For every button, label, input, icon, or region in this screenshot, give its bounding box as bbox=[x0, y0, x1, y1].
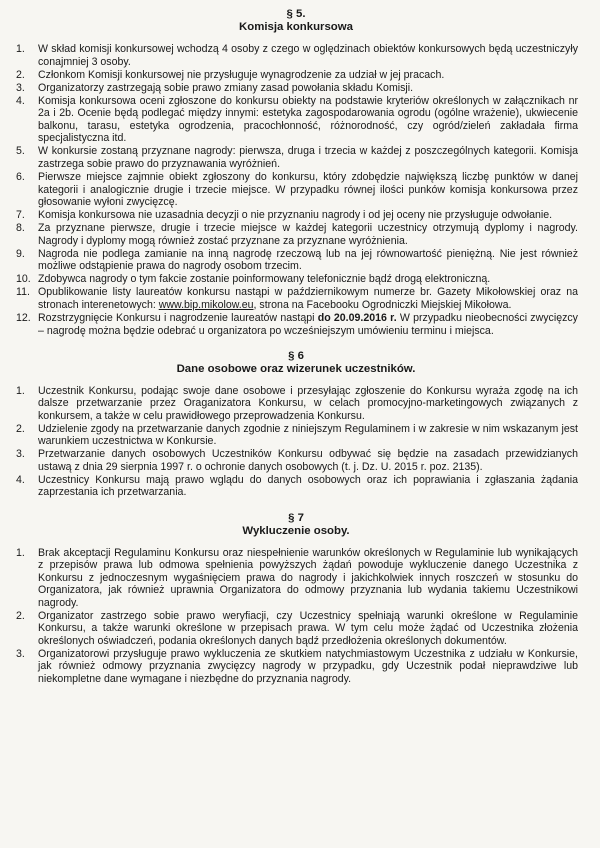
item-text: W konkursie zostaną przyznane nagrody: pierwsza, druga i trzecia w każdej z poszczególnych kategorii. Komisja zastrzega sobie prawo do przyznawania wyróżnień. bbox=[38, 145, 578, 170]
section-6-list bbox=[14, 385, 578, 499]
item-number: 1. bbox=[16, 546, 25, 559]
item-number: 10. bbox=[16, 273, 31, 286]
list-item bbox=[14, 69, 578, 82]
list-item bbox=[14, 82, 578, 95]
item-number: 5. bbox=[16, 145, 25, 158]
list-item bbox=[14, 43, 578, 68]
list-item bbox=[14, 547, 578, 610]
item-number: 12. bbox=[16, 311, 31, 324]
item-number: 1. bbox=[16, 43, 25, 55]
list-item bbox=[14, 286, 578, 311]
item-text: Za przyznane pierwsze, drugie i trzecie miejsce w każdej kategorii uczestnicy otrzymują dyplomy i nagrody. Nagrody i dyplomy mogą również zostać przyznane za przyznane wyróżnienia. bbox=[38, 222, 578, 247]
list-item bbox=[14, 610, 578, 648]
section-7 bbox=[14, 512, 578, 686]
item-number: 1. bbox=[16, 384, 25, 397]
item-number: 4. bbox=[16, 94, 25, 107]
item-number: 3. bbox=[16, 81, 25, 94]
list-item bbox=[14, 95, 578, 145]
item-text: Organizatorowi przysługuje prawo wykluczenia ze skutkiem natychmiastowym Uczestnika z udziału w Konkursie, jak również odmowy przyznania zwycięzcy nagrody w przypadku, gdy Uczestnik podał nieprawdziwe lub niekompletne dane wymagane i niezbędne do przyznania nagrody. bbox=[38, 647, 578, 685]
section-title: Dane osobowe oraz wizerunek uczestników. bbox=[176, 362, 416, 375]
item-text: Rozstrzygnięcie Konkursu i nagrodzenie laureatów nastąpi bbox=[38, 311, 318, 324]
item-number: 7. bbox=[16, 209, 25, 222]
item-number: 4. bbox=[16, 473, 25, 486]
item-text: Opublikowanie listy laureatów konkursu nastąpi w październikowym numerze br. Gazety Mikołowskiej oraz na stronach interenetowych: bbox=[38, 286, 578, 311]
list-item bbox=[14, 209, 578, 222]
item-text: Przetwarzanie danych osobowych Uczestników Konkursu odbywać się będzie na zasadach przewidzianych ustawą z dnia 29 sierpnia 1997 r. o ochronie danych osobowych (t. j. Dz. U. 2015 r. poz. 2135). bbox=[38, 448, 578, 473]
item-text: Uczestnik Konkursu, podając swoje dane osobowe i przesyłając zgłoszenie do Konkursu wyraża zgodę na ich dalsze przetwarzanie przez Oraganizatora Konkursu, w celach promocyjno-marketingowych związanych z konkursem, a także w celu prawidłowego przeprowadzenia Konkursu. bbox=[38, 384, 578, 422]
list-item bbox=[14, 145, 578, 170]
item-text: Brak akceptacji Regulaminu Konkursu oraz niespełnienie warunków określonych w Regulaminie lub wynikających z przepisów prawa lub odmowa spełnienia powyższych żądań powoduje wykluczenie danego Uczestnika z Konkursu z jednoczesnym wygaśnięciem prawa do nagrody i jakichkolwiek innych roszczeń w stosunku do Organizatora, jak również uprawnia Organizatora do odmowy przyznania lub wydania takiemu Uczestnikowi nagrody. bbox=[38, 546, 578, 609]
list-item bbox=[14, 448, 578, 473]
item-number: 3. bbox=[16, 647, 25, 660]
item-number: 2. bbox=[16, 68, 25, 81]
item-text: Uczestnicy Konkursu mają prawo wglądu do danych osobowych oraz ich poprawiania i zgłaszania żądania zaprzestania ich przetwarzania. bbox=[38, 473, 578, 499]
item-number: 8. bbox=[16, 222, 25, 235]
item-text: Nagroda nie podlega zamianie na inną nagrodę rzeczową lub na jej równowartość pieniężną. Nie jest również możliwe odstąpienie prawa do nagrody osobom trzecim. bbox=[38, 247, 578, 273]
item-text: W skład komisji konkursowej wchodzą 4 osoby z czego w oględzinach obiektów konkursowych będą uczestniczyły conajmniej 3 osoby. bbox=[38, 43, 578, 68]
item-text: Organizator zastrzego sobie prawo weryfiacji, czy Uczestnicy spełniają warunki określone w Regulaminie Konkursu, a także warunki określone w przepisach prawa. W tym celu może żądać od Uczestnika złożenia określonych oświadczeń, podania określonych danych bądź przedłożenia określonych dokumentów. bbox=[38, 609, 578, 647]
section-number: § 7 bbox=[288, 511, 304, 524]
section-6 bbox=[14, 350, 578, 499]
item-text: , strona na Facebooku Ogrodniczki Miejskiej Mikołowa. bbox=[253, 298, 512, 311]
list-item bbox=[14, 648, 578, 686]
list-item bbox=[14, 423, 578, 448]
item-text: W przypadku nieobecności zwycięzcy – nagrodę można będzie odebrać u organizatora po wcześniejszym umówieniu terminu i miejsca. bbox=[38, 311, 578, 337]
section-number: § 6 bbox=[288, 349, 304, 362]
section-title: Wykluczenie osoby. bbox=[242, 524, 350, 537]
item-number: 9. bbox=[16, 247, 25, 260]
section-5 bbox=[14, 8, 578, 337]
website-link[interactable]: www.bip.mikolow.eu bbox=[158, 298, 254, 311]
item-number: 2. bbox=[16, 422, 25, 435]
item-text: Pierwsze miejsce zajmnie obiekt zgłoszony do konkursu, który zdobędzie największą liczbę punktów w danej kategorii i analogicznie drugie i trzecie miejsce. W przypadku równej ilości punków komisja konkursowa przez głosowanie wyłoni zwycięzcę. bbox=[38, 170, 578, 209]
item-number: 11. bbox=[16, 286, 30, 299]
list-item bbox=[14, 474, 578, 499]
section-7-list bbox=[14, 547, 578, 686]
list-item bbox=[14, 273, 578, 286]
item-number: 2. bbox=[16, 609, 25, 622]
section-number: § 5. bbox=[286, 8, 306, 20]
list-item bbox=[14, 248, 578, 273]
item-text: Komisja konkursowa nie uzasadnia decyzji o nie przyznaniu nagrody i od jej oceny nie przysługuje odwołanie. bbox=[38, 209, 553, 222]
list-item bbox=[14, 222, 578, 247]
item-text: Organizatorzy zastrzegają sobie prawo zmiany zasad powołania składu Komisji. bbox=[38, 81, 414, 94]
section-title: Komisja konkursowa bbox=[239, 21, 353, 33]
list-item bbox=[14, 171, 578, 209]
list-item bbox=[14, 385, 578, 423]
item-text: Zdobywca nagrody o tym fakcie zostanie poinformowany telefonicznie bądź drogą elektroniczną. bbox=[38, 273, 491, 286]
item-text: Komisja konkursowa oceni zgłoszone do konkursu obiekty na podstawie kryteriów określonych w załącznikach nr 2a i 2b. Ocenie będą podlegać między innymi: estetyka zagospodarowania ogrodu (ogólne wrażenie), ukwiecenie balkonu, tarasu, estetyka ogrodzenia, pracochłonność, różnorodność, czy ogród/zieleń zakładała firma specjalistyczna itd. bbox=[38, 94, 578, 145]
deadline-date: do 20.09.2016 r. bbox=[317, 311, 397, 324]
item-text: Członkom Komisji konkursowej nie przysługuje wynagrodzenie za udział w jej pracach. bbox=[38, 68, 445, 81]
section-5-list bbox=[14, 43, 578, 337]
list-item bbox=[14, 312, 578, 337]
item-number: 6. bbox=[16, 170, 25, 183]
item-number: 3. bbox=[16, 448, 25, 461]
item-text: Udzielenie zgody na przetwarzanie danych zgodnie z niniejszym Regulaminem i w zakresie w nim wskazanym jest warunkiem uczestnictwa w Konkursie. bbox=[38, 422, 578, 448]
